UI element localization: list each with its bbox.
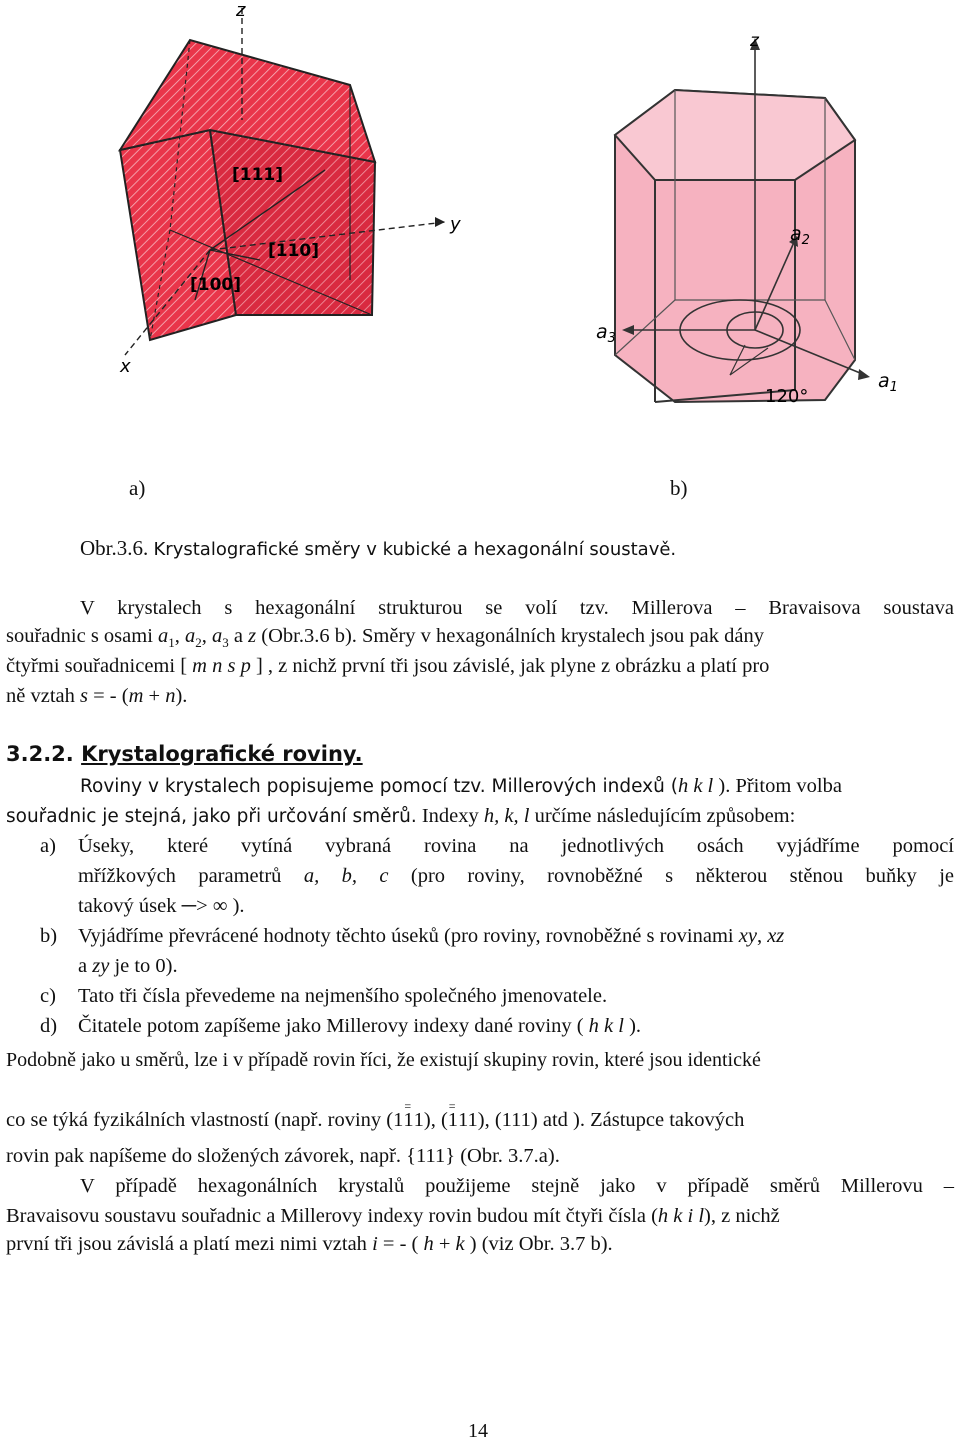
list-b-line1: Vyjádříme převrácené hodnoty těchto úseků (pro roviny, rovnoběžné s rovinami xy, xz: [78, 925, 785, 947]
list-b-marker: b): [40, 925, 58, 947]
hex-z-label: z: [750, 31, 759, 51]
list-d-marker: d): [40, 1015, 58, 1037]
para2-line1: Roviny v krystalech popisujeme pomocí tzv. Millerových indexů (h k l ). Přitom volba: [80, 775, 842, 797]
hexagonal-crystal-figure: [580, 30, 920, 420]
label-110: [110]: [268, 241, 320, 261]
a2-label: $a_2$: [790, 223, 810, 248]
cubic-crystal-figure: [110, 0, 490, 380]
para3-line5: Bravaisovu soustavu souřadnic a Millerovy indexy rovin budou mít čtyři čísla (h k i l), z nichž: [6, 1205, 780, 1227]
cubic-x-label: x: [120, 356, 131, 377]
para1-line4: ně vztah s = - (m + n).: [6, 685, 188, 707]
cubic-y-label: y: [450, 214, 461, 235]
para1-line3: čtyřmi souřadnicemi [ m n s p ] , z nichž první tři jsou závislé, jak plyne z obrázku a platí pro: [6, 655, 770, 677]
angle-label: 120°: [765, 386, 809, 407]
para2-line2: souřadnic je stejná, jako při určování směrů. Indexy h, k, l určíme následujícím způsobem:: [6, 805, 796, 827]
para3-line6: první tři jsou závislá a platí mezi nimi vztah i = - ( h + k ) (viz Obr. 3.7 b).: [6, 1233, 613, 1255]
list-c-line1: Tato tři čísla převedeme na nejmenšího společného jmenovatele.: [78, 985, 608, 1007]
label-111: [111]: [232, 165, 284, 185]
figure-label-b: b): [670, 476, 688, 500]
para3-line2: co se týká fyzikálních vlastností (např. roviny (1= 11), (= 111), (111) atd ). Zástupce takových: [6, 1106, 744, 1134]
para3-line1: Podobně jako u směrů, lze i v případě rovin říci, že existují skupiny rovin, které jsou identické: [6, 1049, 761, 1071]
list-a-marker: a): [40, 835, 56, 857]
list-d-line1: Čitatele potom zapíšeme jako Millerovy indexy dané roviny ( h k l ).: [78, 1015, 642, 1037]
para3-line4: V případě hexagonálních krystalů použijeme stejně jako v případě směrů Millerovu –: [80, 1175, 954, 1197]
para1-line1: V krystalech s hexagonální strukturou se volí tzv. Millerova – Bravaisova soustava: [80, 597, 954, 619]
list-a-line1: Úseky, které vytíná vybraná rovina na jednotlivých osách vyjádříme pomocí: [78, 835, 954, 857]
section-heading: 3.2.2. Krystalografické roviny.: [6, 742, 363, 766]
figure-caption: Obr.3.6. Krystalografické směry v kubické a hexagonální soustavě.: [80, 536, 677, 560]
a3-label: $a_3$: [596, 321, 616, 346]
para3-line3: rovin pak napíšeme do složených závorek, např. {111} (Obr. 3.7.a).: [6, 1145, 560, 1167]
cubic-z-label: z: [236, 0, 246, 21]
a1-label: $a_1$: [878, 370, 898, 395]
figure-label-a: a): [129, 476, 146, 500]
list-b-line2: a zy je to 0).: [78, 955, 178, 977]
list-a-line2: mřížkových parametrů a, b, c (pro roviny, rovnoběžné s některou stěnou buňky je: [78, 865, 955, 887]
label-100: [100]: [190, 275, 242, 295]
para1-line2: souřadnic s osami $a_1$, $a_2$, $a_3$ a z (Obr.3.6 b). Směry v hexagonálních krystalech jsou pak dány: [6, 625, 764, 651]
list-a-line3: takový úsek ─> ∞ ).: [78, 895, 245, 917]
page-number: 14: [468, 1420, 488, 1442]
list-c-marker: c): [40, 985, 56, 1007]
